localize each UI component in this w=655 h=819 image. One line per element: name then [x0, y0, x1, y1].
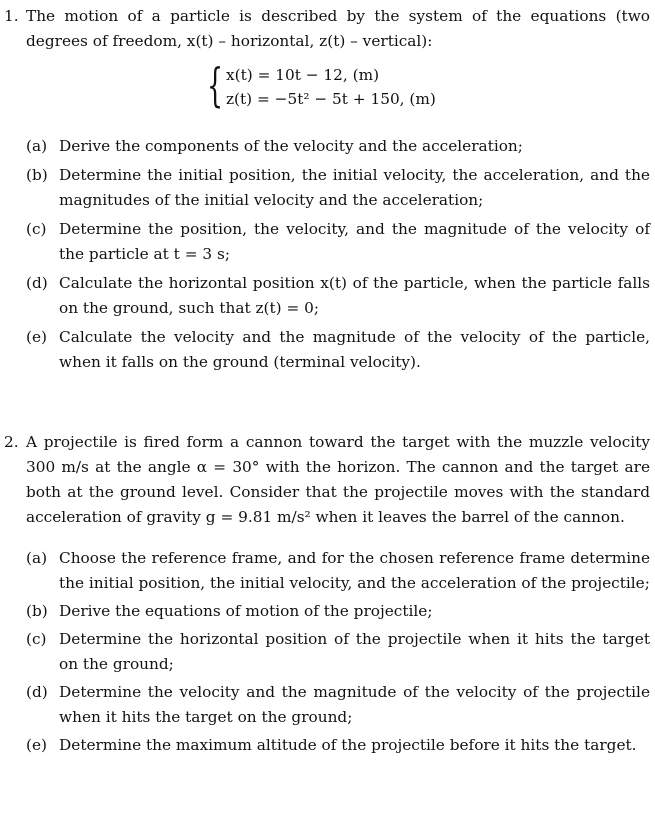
problem-1-item-c: [4, 217, 650, 267]
equation-system: [4, 58, 650, 124]
item-label: (e): [26, 328, 47, 346]
problem-2-number: 2.: [4, 433, 19, 451]
item-label: (c): [26, 220, 47, 238]
problem-1-item-b: [4, 163, 650, 213]
problem-2-item-a: [4, 546, 650, 596]
item-label: (d): [26, 683, 48, 701]
problem-1: [4, 4, 650, 379]
problem-1-item-d: [4, 271, 650, 321]
problem-2-item-e: [4, 733, 650, 758]
problem-2-text: A projectile is fired form a cannon toward the target with the muzzle velocity 300 m/s at the angle α = 30° with the horizon. The cannon and the target are both at the ground level. Consider that the projectile moves with the standard acceleration of gravity g = 9.81 m/s² when it leaves the barrel of the cannon.: [26, 433, 650, 526]
item-text: Choose the reference frame, and for the chosen reference frame determine the initial position, the initial velocity, and the acceleration of the projectile;: [59, 549, 650, 592]
problem-1-item-a: [4, 134, 650, 159]
item-label: (a): [26, 137, 48, 155]
problem-2-subitems: [4, 546, 650, 758]
problem-1-item-e: [4, 325, 650, 375]
item-text: Determine the maximum altitude of the projectile before it hits the target.: [59, 736, 637, 754]
left-brace: {: [207, 58, 224, 112]
problem-1-subitems: [4, 134, 650, 375]
problem-2-statement: [4, 430, 650, 530]
item-label: (b): [26, 166, 48, 184]
item-label: (c): [26, 630, 47, 648]
problem-2: [4, 430, 650, 761]
item-label: (a): [26, 549, 48, 567]
item-text: Determine the initial position, the initial velocity, the acceleration, and the magnitudes of the initial velocity and the acceleration;: [59, 166, 650, 209]
item-text: Derive the components of the velocity and the acceleration;: [59, 137, 523, 155]
item-text: Derive the equations of motion of the projectile;: [59, 602, 433, 620]
problem-2-item-c: [4, 627, 650, 677]
problem-1-number: 1.: [4, 7, 19, 25]
problem-1-text: The motion of a particle is described by the system of the equations (two degrees of freedom, x(t) – horizontal, z(t) – vertical):: [26, 7, 650, 50]
problem-1-statement: [4, 4, 650, 54]
item-text: Determine the velocity and the magnitude of the velocity of the projectile when it hits the target on the ground;: [59, 683, 650, 726]
item-text: Determine the horizontal position of the projectile when it hits the target on the ground;: [59, 630, 650, 673]
problem-2-item-b: [4, 599, 650, 624]
item-text: Determine the position, the velocity, and the magnitude of the velocity of the particle at t = 3 s;: [59, 220, 650, 263]
equation-x: x(t) = 10t − 12, (m): [226, 66, 380, 84]
item-label: (b): [26, 602, 48, 620]
item-text: Calculate the velocity and the magnitude of the velocity of the particle, when it falls on the ground (terminal velocity).: [59, 328, 650, 371]
equation-z: z(t) = −5t² − 5t + 150, (m): [226, 90, 436, 108]
problem-2-item-d: [4, 680, 650, 730]
item-label: (d): [26, 274, 48, 292]
item-text: Calculate the horizontal position x(t) of the particle, when the particle falls on the ground, such that z(t) = 0;: [59, 274, 650, 317]
item-label: (e): [26, 736, 47, 754]
